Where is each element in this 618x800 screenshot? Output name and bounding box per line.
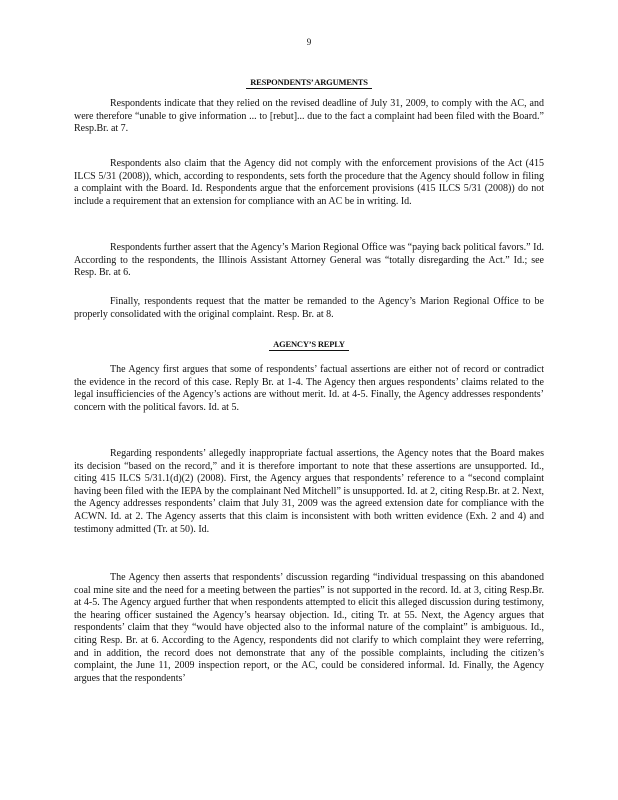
paragraph: The Agency first argues that some of respondents’ factual assertions are either not of record or contradict the evidence in the record of this case. Reply Br. at 1-4. The Agency then argues respondents’ claims related to the legal insufficiencies of the Agency’s actions are without merit. Id. at 4-5. Finally, the Agency addresses respondents’ concern with the political favors. Id. at 5. bbox=[74, 364, 544, 413]
paragraph: Respondents also claim that the Agency did not comply with the enforcement provisions of the Act (415 ILCS 5/31 (2008)), which, according to respondents, sets forth the procedure that the Agency should follow in filing a complaint with the Board. Id. Respondents argue that the enforcement provisions (415 ILCS 5/31 (2008)) do not include a requirement that an extension for compliance with an AC be in writing. Id. bbox=[74, 158, 544, 207]
section-heading-agency: AGENCY’S REPLY bbox=[0, 339, 618, 349]
paragraph: Finally, respondents request that the matter be remanded to the Agency’s Marion Regional Office to be properly consolidated with the original complaint. Resp. Br. at 8. bbox=[74, 296, 544, 320]
paragraph: The Agency then asserts that respondents’ discussion regarding “individual trespassing on this abandoned coal mine site and the need for a meeting between the parties” is not supported in the record. Id. at 3, citing Resp.Br. at 4-5. The Agency argued further that when respondents attempted to elicit this alleged discussion during testimony, the hearing officer sustained the Agency’s hearsay objection. Id., citing Tr. at 55. Next, the Agency argues that respondents’ claim that they “would have objected also to the informal nature of the complaint” is ambiguous. Id., citing Resp. Br. at 6. According to the Agency, respondents did not clarify to which complaint they were referring, and in addition, the record does not demonstrate that any of the possible complaints, including the citizen’s complaint, the June 11, 2009 inspection report, or the AC, could be considered informal. Id. Finally, the Agency argues that the respondents’ bbox=[74, 572, 544, 684]
paragraph: Respondents further assert that the Agency’s Marion Regional Office was “paying back political favors.” Id. According to the respondents, the Illinois Assistant Attorney General was “totally disregarding the Act.” Id.; see Resp. Br. at 6. bbox=[74, 242, 544, 279]
section-heading-respondents: RESPONDENTS’ ARGUMENTS bbox=[0, 77, 618, 87]
page-number: 9 bbox=[306, 37, 312, 47]
paragraph: Regarding respondents’ allegedly inappropriate factual assertions, the Agency notes that the Board makes its decision “based on the record,” and it is therefore important to note that these assertions are unsupported. Id., citing 415 ILCS 5/31.1(d)(2) (2008). First, the Agency argues that respondents’ reference to a “second complaint having been filed with the IEPA by the complainant Ned Mitchell” is unsupported. Id. at 2, citing Resp.Br. at 2. Next, the Agency addresses respondents’ claim that July 31, 2009 was the agreed extension date for compliance with the ACWN. Id. at 2. The Agency asserts that this claim is inconsistent with both written evidence (Exh. 2 and 4) and testimony admitted (Tr. at 50). Id. bbox=[74, 448, 544, 535]
paragraph: Respondents indicate that they relied on the revised deadline of July 31, 2009, to comply with the AC, and were therefore “unable to give information ... to [rebut]... due to the fact a complaint had been filed with the Board.” Resp.Br. at 7. bbox=[74, 98, 544, 135]
